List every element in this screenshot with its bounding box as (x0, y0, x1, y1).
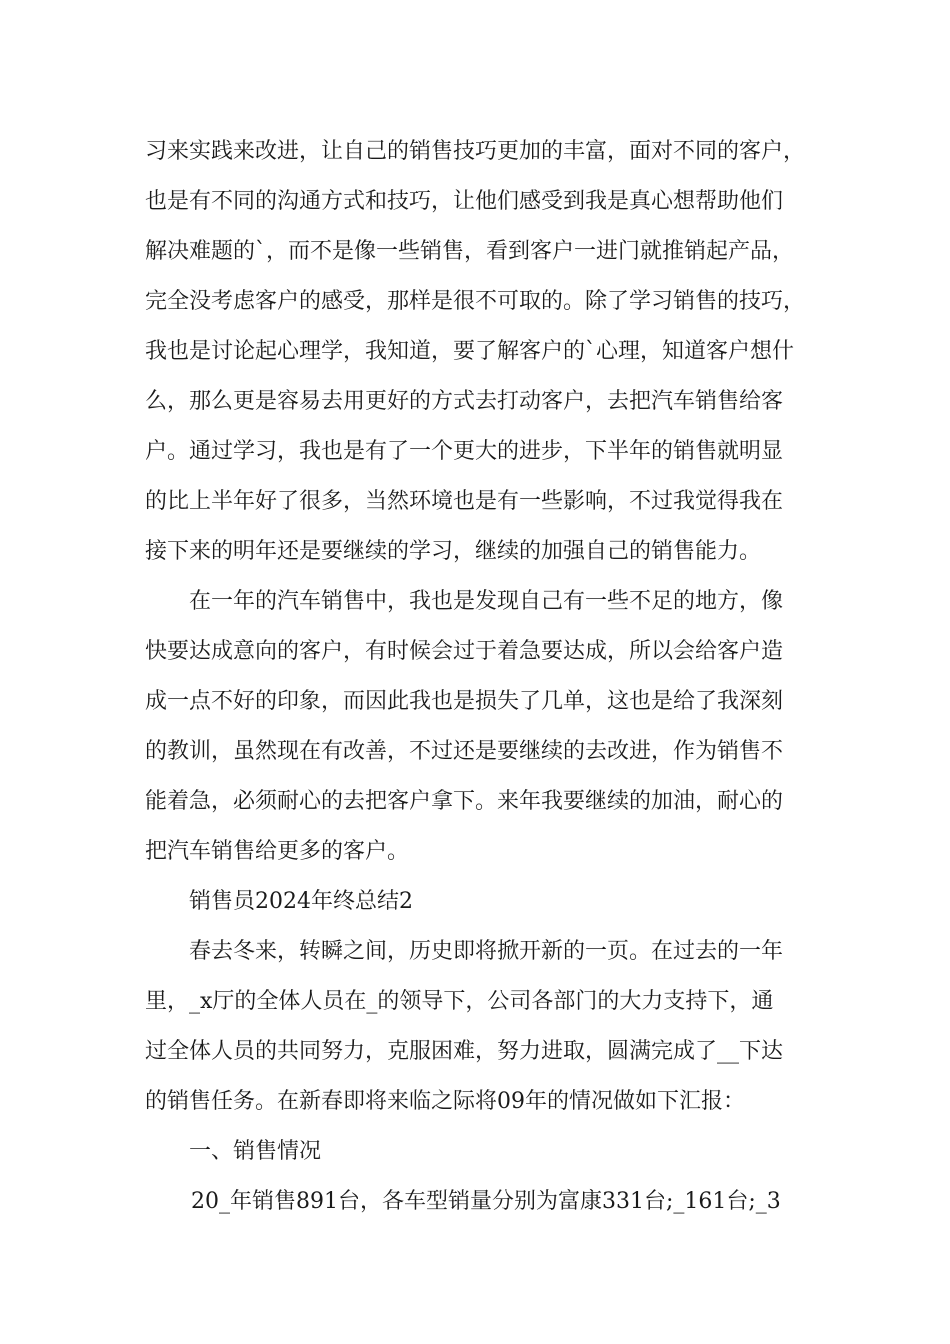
section-title: 销售员2024年终总结2 (189, 889, 413, 914)
text-line: 接下来的明年还是要继续的学习，继续的加强自己的销售能力。 (145, 539, 762, 564)
text-line: 春去冬来，转瞬之间，历史即将掀开新的一页。在过去的一年 (189, 939, 784, 964)
text-line: 快要达成意向的客户，有时候会过于着急要达成，所以会给客户造 (145, 639, 784, 664)
text-line: 完全没考虑客户的感受，那样是很不可取的。除了学习销售的技巧， (145, 289, 806, 314)
text-line: 的教训，虽然现在有改善，不过还是要继续的去改进，作为销售不 (145, 739, 784, 764)
text-line: 里，_x厅的全体人员在_的领导下，公司各部门的大力支持下，通 (145, 989, 774, 1014)
text-line: 我也是讨论起心理学，我知道，要了解客户的`心理，知道客户想什 (145, 339, 795, 364)
text-line: 也是有不同的沟通方式和技巧，让他们感受到我是真心想帮助他们 (145, 189, 784, 214)
document-body (145, 127, 825, 1227)
text-line: 成一点不好的印象，而因此我也是损失了几单，这也是给了我深刻 (145, 689, 784, 714)
text-line: 习来实践来改进，让自己的销售技巧更加的丰富，面对不同的客户， (145, 139, 806, 164)
subsection-heading: 一、销售情况 (189, 1139, 322, 1164)
text-line: 解决难题的`，而不是像一些销售，看到客户一进门就推销起产品， (145, 239, 795, 264)
text-line: 户。通过学习，我也是有了一个更大的进步，下半年的销售就明显 (145, 439, 784, 464)
text-line: 能着急，必须耐心的去把客户拿下。来年我要继续的加油，耐心的 (145, 789, 784, 814)
text-line: 20_年销售891台，各车型销量分别为富康331台;_161台;_3 (191, 1189, 781, 1214)
text-line: 么，那么更是容易去用更好的方式去打动客户，去把汽车销售给客 (145, 389, 784, 414)
text-line: 把汽车销售给更多的客户。 (145, 839, 410, 864)
text-line: 在一年的汽车销售中，我也是发现自己有一些不足的地方，像 (189, 589, 784, 614)
text-line: 的销售任务。在新春即将来临之际将09年的情况做如下汇报： (145, 1089, 745, 1114)
text-line: 的比上半年好了很多，当然环境也是有一些影响，不过我觉得我在 (145, 489, 784, 514)
text-line: 过全体人员的共同努力，克服困难，努力进取，圆满完成了__下达 (145, 1039, 784, 1064)
